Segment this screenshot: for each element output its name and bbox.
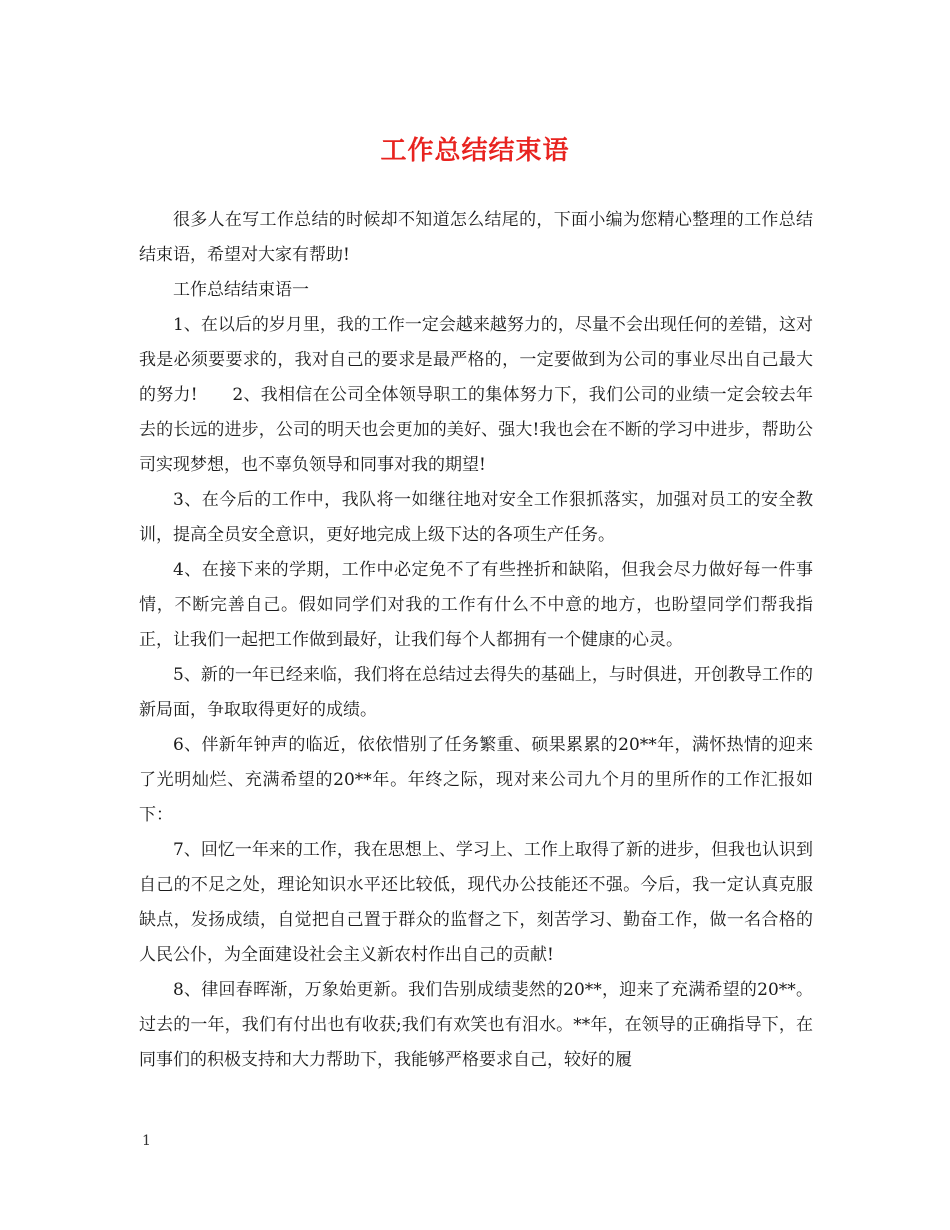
paragraph-item-6: 6、伴新年钟声的临近，依依惜别了任务繁重、硕果累累的20**年，满怀热情的迎来了光明灿烂、充满希望的20**年。年终之际，现对来公司九个月的里所作的工作汇报如下： [139, 735, 813, 825]
paragraph-item-1-2: 1、在以后的岁月里，我的工作一定会越来越努力的，尽量不会出现任何的差错，这对我是必须要要求的，我对自己的要求是最严格的，一定要做到为公司的事业尽出自己最大的努力! 2、我相信在公司全体领导职工的集体努力下，我们公司的业绩一定会较去年去的长远的进步，公司的明天也会更加的美好、强大!我也会在不断的学习中进步，帮助公司实现梦想，也不辜负领导和同事对我的期望! [139, 315, 813, 475]
section-heading: 工作总结结束语一 [173, 280, 309, 300]
document-body [139, 203, 813, 1078]
paragraph-item-5: 5、新的一年已经来临，我们将在总结过去得失的基础上，与时俱进，开创教导工作的新局面，争取取得更好的成绩。 [139, 665, 813, 720]
paragraph-item-3: 3、在今后的工作中，我队将一如继往地对安全工作狠抓落实，加强对员工的安全教训，提高全员安全意识，更好地完成上级下达的各项生产任务。 [139, 490, 813, 545]
paragraph-item-7: 7、回忆一年来的工作，我在思想上、学习上、工作上取得了新的进步，但我也认识到自己的不足之处，理论知识水平还比较低，现代办公技能还不强。今后，我一定认真克服缺点，发扬成绩，自觉把自己置于群众的监督之下，刻苦学习、勤奋工作，做一名合格的人民公仆，为全面建设社会主义新农村作出自己的贡献! [139, 840, 813, 965]
document-title: 工作总结结束语 [380, 136, 570, 166]
page-number: 1 [142, 1133, 151, 1149]
paragraph-intro: 很多人在写工作总结的时候却不知道怎么结尾的，下面小编为您精心整理的工作总结结束语，希望对大家有帮助! [139, 210, 813, 265]
paragraph-item-4: 4、在接下来的学期，工作中必定免不了有些挫折和缺陷，但我会尽力做好每一件事情，不断完善自己。假如同学们对我的工作有什么不中意的地方，也盼望同学们帮我指正，让我们一起把工作做到最好，让我们每个人都拥有一个健康的心灵。 [139, 560, 813, 650]
paragraph-item-8: 8、律回春晖渐，万象始更新。我们告别成绩斐然的20**，迎来了充满希望的20**。过去的一年，我们有付出也有收获;我们有欢笑也有泪水。**年，在领导的正确指导下，在同事们的积极支持和大力帮助下，我能够严格要求自己，较好的履 [139, 980, 813, 1070]
